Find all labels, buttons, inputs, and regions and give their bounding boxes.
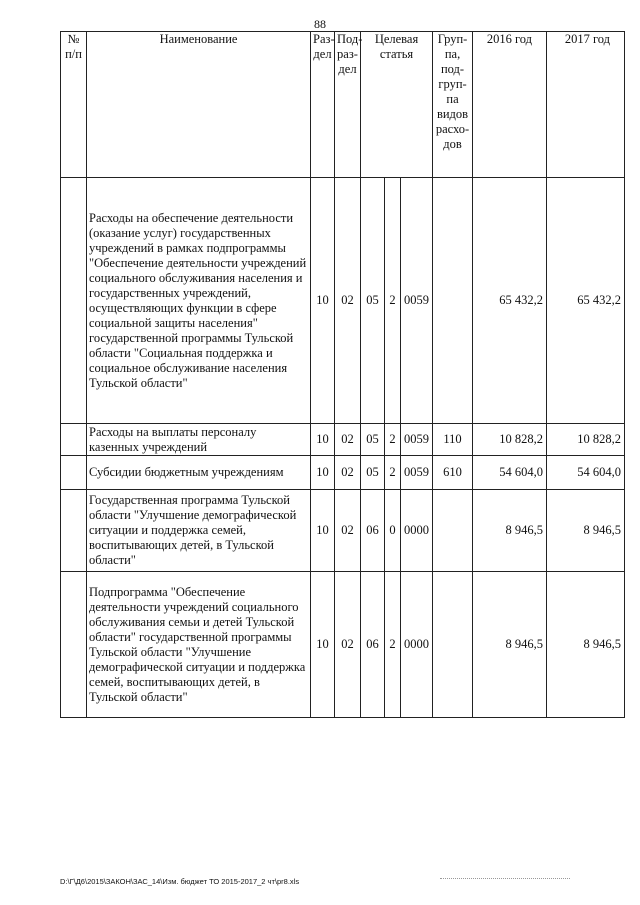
row-amount-2016: 10 828,2 bbox=[473, 424, 547, 456]
row-name: Субсидии бюджетным учреждениям bbox=[87, 456, 311, 490]
row-name: Подпрограмма "Обеспечение деятельности учреждений социального обслуживания семьи и детей Тульской области" государственной программы Тульской области "Улучшение демографической ситуации и поддержка семей, воспитывающих детей, в Тульской области" bbox=[87, 572, 311, 718]
row-target-subprogram: 0 bbox=[385, 490, 401, 572]
row-target-subprogram: 2 bbox=[385, 572, 401, 718]
row-num bbox=[61, 490, 87, 572]
row-amount-2017: 8 946,5 bbox=[547, 572, 625, 718]
table-row bbox=[61, 490, 625, 572]
row-target-code: 0059 bbox=[401, 456, 433, 490]
row-group bbox=[433, 178, 473, 424]
header-2016: 2016 год bbox=[473, 32, 547, 178]
row-amount-2016: 65 432,2 bbox=[473, 178, 547, 424]
row-amount-2016: 54 604,0 bbox=[473, 456, 547, 490]
table-row bbox=[61, 424, 625, 456]
scan-artifact-line bbox=[440, 878, 570, 879]
row-group bbox=[433, 572, 473, 718]
row-group: 610 bbox=[433, 456, 473, 490]
row-section: 10 bbox=[311, 424, 335, 456]
header-subsection: Под-раз-дел bbox=[335, 32, 361, 178]
header-expense-group: Груп-па, под-груп-па видов расхо-дов bbox=[433, 32, 473, 178]
row-subsection: 02 bbox=[335, 572, 361, 718]
row-name: Расходы на обеспечение деятельности (оказание услуг) государственных учреждений в рамках подпрограммы "Обеспечение деятельности учреждений социального обслуживания населения и государственных учреждений, осуществляющих функции в сфере социальной защиты населения" государственной программы Тульской области "Социальная поддержка и социальное обслуживание населения Тульской области" bbox=[87, 178, 311, 424]
row-name: Расходы на выплаты персоналу казенных учреждений bbox=[87, 424, 311, 456]
row-num bbox=[61, 424, 87, 456]
table-row bbox=[61, 178, 625, 424]
row-subsection: 02 bbox=[335, 456, 361, 490]
table-row bbox=[61, 456, 625, 490]
row-target-program: 05 bbox=[361, 178, 385, 424]
row-target-subprogram: 2 bbox=[385, 424, 401, 456]
row-section: 10 bbox=[311, 490, 335, 572]
row-num bbox=[61, 572, 87, 718]
header-name: Наименование bbox=[87, 32, 311, 178]
file-path-footer: D:\Г\Д6\2015\ЗАКОН\ЗАС_14\Изм. бюджет ТО 2015-2017_2 чт\pr8.xls bbox=[60, 877, 300, 886]
row-section: 10 bbox=[311, 178, 335, 424]
table-header-row bbox=[61, 32, 625, 178]
row-amount-2016: 8 946,5 bbox=[473, 572, 547, 718]
row-amount-2016: 8 946,5 bbox=[473, 490, 547, 572]
row-target-program: 06 bbox=[361, 490, 385, 572]
header-num: № п/п bbox=[61, 32, 87, 178]
row-target-program: 06 bbox=[361, 572, 385, 718]
row-num bbox=[61, 178, 87, 424]
row-target-code: 0000 bbox=[401, 490, 433, 572]
row-target-code: 0059 bbox=[401, 424, 433, 456]
row-target-program: 05 bbox=[361, 424, 385, 456]
row-subsection: 02 bbox=[335, 178, 361, 424]
header-target-article: Целевая статья bbox=[361, 32, 433, 178]
row-target-program: 05 bbox=[361, 456, 385, 490]
row-target-code: 0000 bbox=[401, 572, 433, 718]
header-2017: 2017 год bbox=[547, 32, 625, 178]
row-section: 10 bbox=[311, 572, 335, 718]
row-target-subprogram: 2 bbox=[385, 456, 401, 490]
row-subsection: 02 bbox=[335, 424, 361, 456]
row-group bbox=[433, 490, 473, 572]
page-number: 88 bbox=[314, 17, 326, 31]
row-target-code: 0059 bbox=[401, 178, 433, 424]
budget-table bbox=[60, 31, 625, 718]
row-target-subprogram: 2 bbox=[385, 178, 401, 424]
header-section: Раз-дел bbox=[311, 32, 335, 178]
row-group: 110 bbox=[433, 424, 473, 456]
row-name: Государственная программа Тульской области "Улучшение демографической ситуации и поддержка семей, воспитывающих детей, в Тульской области" bbox=[87, 490, 311, 572]
row-amount-2017: 54 604,0 bbox=[547, 456, 625, 490]
table-row bbox=[61, 572, 625, 718]
row-amount-2017: 65 432,2 bbox=[547, 178, 625, 424]
row-section: 10 bbox=[311, 456, 335, 490]
row-amount-2017: 8 946,5 bbox=[547, 490, 625, 572]
row-subsection: 02 bbox=[335, 490, 361, 572]
row-num bbox=[61, 456, 87, 490]
row-amount-2017: 10 828,2 bbox=[547, 424, 625, 456]
